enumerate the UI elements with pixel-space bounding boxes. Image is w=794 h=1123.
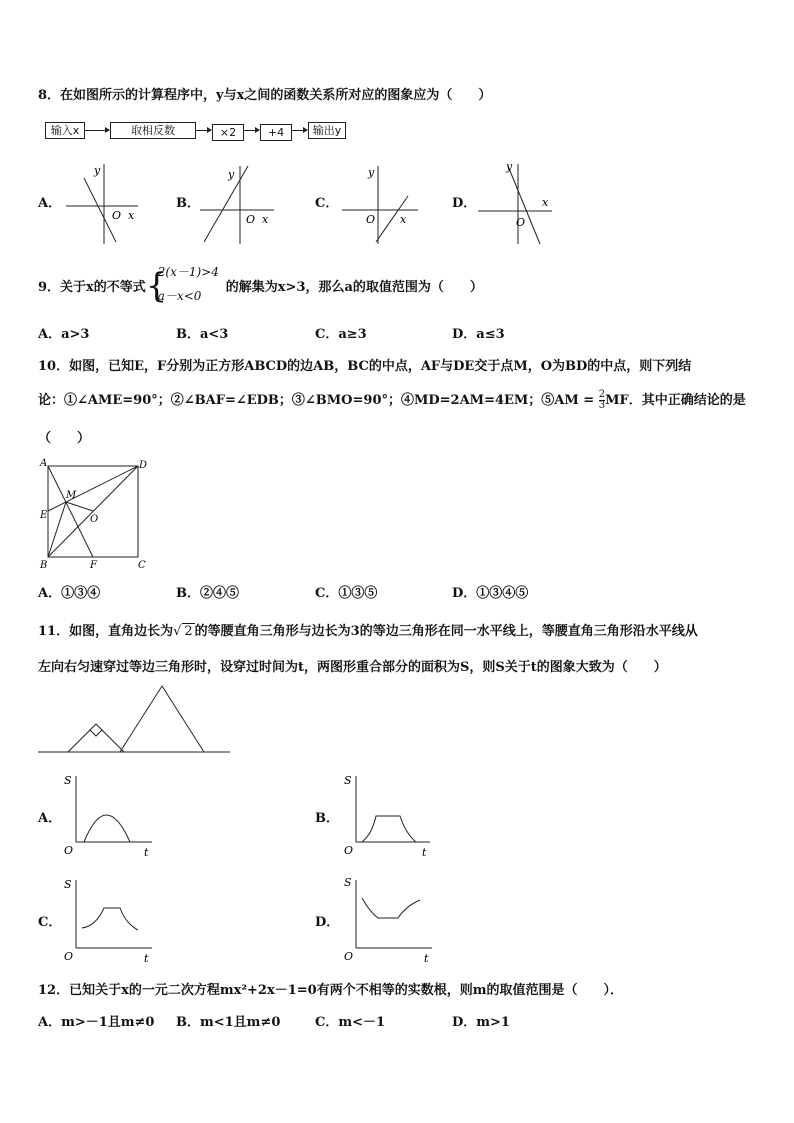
label-e: E [40,510,48,521]
s-label: S [344,876,352,889]
origin-label: O [246,213,256,226]
x-label: x [128,209,135,222]
q9-option-b[interactable]: B．a<3 [176,327,229,342]
label-a: A [40,458,48,469]
flow-arrow [84,130,109,131]
q10-option-d[interactable]: D．①③④⑤ [452,586,529,601]
s-curve [82,908,138,930]
q11-stem-line2: 左向右匀速穿过等边三角形时，设穿过时间为t，两图形重合部分的面积为S，则S关于t的图象大致为（ ） [38,660,667,675]
q9-option-c[interactable]: C．a≥3 [315,327,367,342]
label-o: O [90,514,99,525]
q11-option-a[interactable]: A． [38,811,62,826]
q9-prefix: 9．关于x的不等式 [38,280,146,295]
flow-input-box: 输入x [45,122,85,139]
q10-stem-line1: 10．如图，已知E，F分别为正方形ABCD的边AB，BC的中点，AF与DE交于点M，O为BD的中点，则下列结 [38,359,692,374]
t-label: t [424,952,429,965]
isosceles-right-triangle [68,724,124,752]
q8-graph-a [66,158,146,248]
q9-stem [38,265,483,306]
q8-option-c[interactable]: C． [315,196,339,211]
q12-option-c[interactable]: C．m<－1 [315,1015,386,1030]
origin-label: O [366,213,376,226]
flow-plus4-box: +4 [260,124,292,141]
graph-line [204,166,248,242]
t-label: t [422,846,427,859]
flow-arrow [195,130,211,131]
flow-arrow [243,130,259,131]
q10-option-b[interactable]: B．②④⑤ [176,586,239,601]
origin-label: O [516,216,526,229]
q11-graph-d [342,874,438,964]
q12-option-a[interactable]: A．m>－1且m≠0 [38,1015,155,1030]
q10-option-a[interactable]: A．①③④ [38,586,101,601]
q8-stem: 8．在如图所示的计算程序中，y与x之间的函数关系所对应的图象应为（ ） [38,88,492,103]
q9-option-d[interactable]: D．a≤3 [452,327,505,342]
origin-label: O [64,844,74,857]
q11-graph-a [62,770,158,860]
flow-arrow [291,130,307,131]
t-label: t [144,952,149,965]
q12-option-b[interactable]: B．m<1且m≠0 [176,1015,281,1030]
q10-square-figure [40,458,150,573]
q10-paren: （ ） [38,431,91,446]
q8-option-a[interactable]: A． [38,196,62,211]
s-label: S [64,878,72,891]
q11-graph-c [62,874,158,964]
q9-option-a[interactable]: A．a>3 [38,327,90,342]
graph-line [508,166,540,244]
s-curve [362,816,416,842]
x-label: x [542,196,549,209]
left-brace: { [145,266,168,306]
q10-tail: MF．其中正确结论的是 [605,393,746,408]
q9-suffix: 的解集为x>3，那么a的取值范围为（ ） [225,280,483,295]
x-label: x [400,213,407,226]
y-label: y [228,168,235,181]
q11-part1: 11．如图，直角边长为 [38,624,174,639]
label-m: M [66,490,77,501]
q12-option-d[interactable]: D．m>1 [452,1015,510,1030]
s-label: S [64,774,72,787]
q12-stem: 12．已知关于x的一元二次方程mx²+2x－1=0有两个不相等的实数根，则m的取值范围是（ ）． [38,983,623,998]
segment-mb [48,502,66,557]
q11-option-d[interactable]: D． [315,915,340,930]
s-label: S [344,774,352,787]
s-curve [84,815,130,842]
q8-option-b[interactable]: B． [176,196,200,211]
diagonal-bd [48,466,138,557]
origin-label: O [344,950,354,963]
segment-af [48,466,93,557]
q11-triangles-figure [38,680,238,758]
q11-option-b[interactable]: B． [315,811,339,826]
equilateral-triangle [120,686,204,752]
flow-negate-box: 取相反数 [110,122,196,139]
label-b: B [40,560,48,571]
q11-option-c[interactable]: C． [38,915,62,930]
sqrt-two: 2 [184,624,193,639]
label-f: F [90,560,97,571]
y-label: y [506,160,513,173]
label-c: C [138,560,146,571]
q9-system [145,265,226,306]
x-label: x [262,213,269,226]
q11-part2: 的等腰直角三角形与边长为3的等边三角形在同一水平线上，等腰直角三角形沿水平线从 [194,624,698,639]
q10-conclusions: 论：①∠AME=90°；②∠BAF=∠EDB；③∠BMO=90°；④MD=2AM=4EM；⑤AM = [38,393,595,408]
label-d: D [139,460,148,471]
origin-label: O [112,209,122,222]
q9-ineq1: 2(x－1)>4 [157,265,219,279]
q9-ineq2: a－x<0 [157,289,202,303]
flow-times2-box: ×2 [212,124,244,141]
y-label: y [94,164,101,177]
q11-stem-line1: 11．如图，直角边长为√ 2 的等腰直角三角形与边长为3的等边三角形在同一水平线上，等腰直角三角形沿水平线从 [38,624,698,639]
origin-label: O [344,844,354,857]
q8-option-d[interactable]: D． [452,196,477,211]
q11-graph-b [342,770,438,860]
frac-numerator: 2 [598,389,606,400]
right-angle-mark [90,730,102,736]
frac-denominator: 3 [598,400,606,411]
t-label: t [144,846,149,859]
origin-label: O [64,950,74,963]
flow-output-box: 输出y [308,122,346,139]
q8-graph-d [478,156,558,246]
q10-stem-line2 [38,389,746,411]
s-curve [362,898,420,918]
q8-graph-c [342,158,422,248]
segment-de [48,466,138,511]
q10-option-c[interactable]: C．①③⑤ [315,586,378,601]
y-label: y [368,166,375,179]
q8-graph-b [200,158,280,248]
